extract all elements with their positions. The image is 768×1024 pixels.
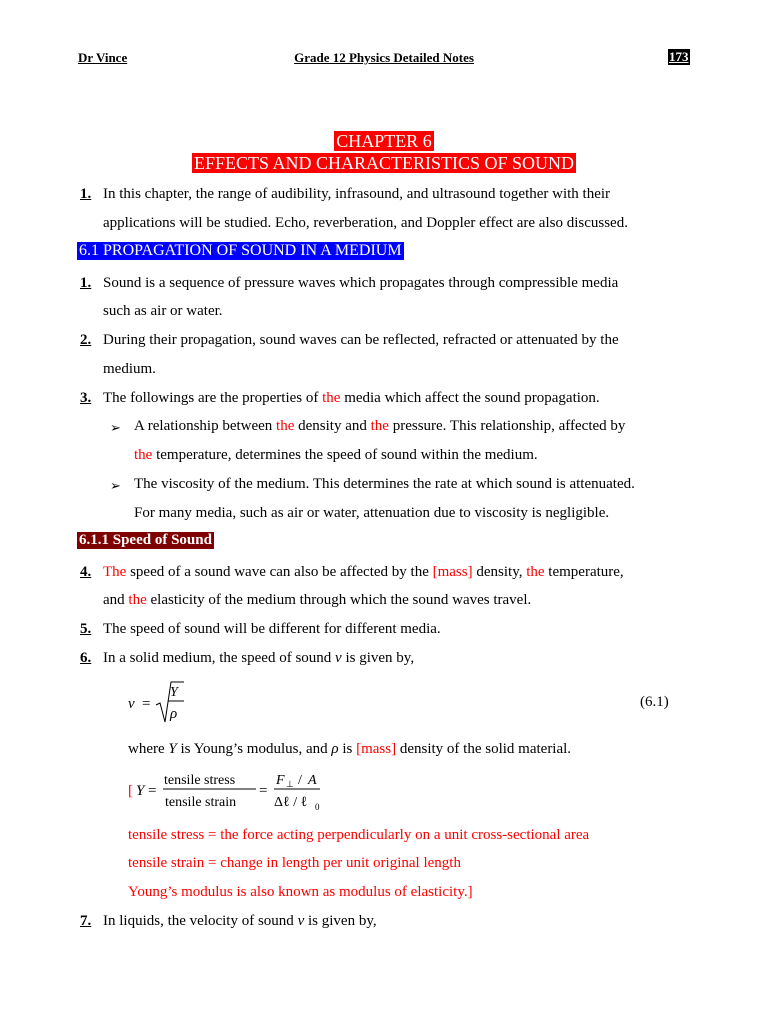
young-symbol: Y: [136, 783, 145, 799]
list-number: 2.: [80, 332, 92, 348]
paragraph-line: In liquids, the velocity of sound v is given by,: [103, 913, 377, 929]
stress-label: tensile stress: [164, 773, 236, 788]
eq-lhs: v: [128, 696, 135, 712]
length-change: Δℓ / ℓ: [274, 795, 308, 810]
list-number: 7.: [80, 913, 92, 929]
arrowhead-bullet-icon: ➢: [110, 420, 121, 435]
eq-equals: =: [142, 696, 151, 712]
paragraph-line: medium.: [103, 361, 156, 377]
arrowhead-bullet-icon: ➢: [110, 478, 121, 493]
zero-subscript: 0: [315, 802, 320, 812]
equation-number: (6.1): [640, 694, 669, 710]
youngs-modulus-formula: [124, 766, 334, 816]
paragraph-line: The speed of sound will be different for different media.: [103, 621, 441, 637]
page-number: 173: [669, 49, 689, 64]
list-number: 4.: [80, 564, 92, 580]
svg-text:/: /: [298, 773, 302, 788]
paragraph-line: Sound is a sequence of pressure waves which propagates through compressible media: [103, 275, 619, 291]
bullet-line: For many media, such as air or water, attenuation due to viscosity is negligible.: [134, 505, 610, 521]
paragraph-line: During their propagation, sound waves can be reflected, refracted or attenuated by the: [103, 332, 619, 348]
paragraph-line: where Y is Young’s modulus, and ρ is [mass] density of the solid material.: [128, 741, 572, 757]
header-title: Grade 12 Physics Detailed Notes: [294, 50, 474, 65]
subsection-heading: 6.1.1 Speed of Sound: [79, 532, 212, 548]
section-heading: 6.1 PROPAGATION OF SOUND IN A MEDIUM: [79, 242, 402, 259]
paragraph-line: and the elasticity of the medium through which the sound waves travel.: [103, 592, 532, 608]
chapter-title: EFFECTS AND CHARACTERISTICS OF SOUND: [193, 153, 575, 173]
strain-label: tensile strain: [165, 795, 237, 810]
chapter-number: CHAPTER 6: [336, 131, 432, 151]
header-author: Dr Vince: [78, 50, 128, 65]
svg-text:=: =: [148, 783, 157, 799]
bullet-line: The viscosity of the medium. This determines the rate at which sound is attenuated.: [134, 476, 635, 492]
list-number: 3.: [80, 390, 92, 406]
svg-text:=: =: [259, 783, 268, 799]
paragraph-line: In this chapter, the range of audibility, infrasound, and ultrasound together with their: [103, 186, 611, 202]
paragraph-line: applications will be studied. Echo, reverberation, and Doppler effect are also discussed.: [103, 215, 628, 231]
paragraph-line: such as air or water.: [103, 303, 223, 319]
definition-line: Young’s modulus is also known as modulus of elasticity.]: [128, 884, 473, 900]
area-symbol: A: [308, 773, 317, 788]
perp-subscript: ⊥: [286, 780, 294, 790]
definition-line: tensile stress = the force acting perpendicularly on a unit cross-sectional area: [128, 827, 590, 843]
open-bracket: [: [128, 783, 133, 799]
eq-denominator: ρ: [170, 706, 178, 722]
list-number: 6.: [80, 650, 92, 666]
force-symbol: F: [276, 773, 285, 788]
list-number: 1.: [80, 275, 92, 291]
definition-line: tensile strain = change in length per unit original length: [128, 855, 461, 871]
equation-6-1: [124, 678, 204, 728]
paragraph-line: In a solid medium, the speed of sound v is given by,: [103, 650, 415, 666]
paragraph-line: The speed of a sound wave can also be affected by the [mass] density, the temperature,: [103, 564, 624, 580]
bullet-line: the temperature, determines the speed of sound within the medium.: [134, 447, 538, 463]
bullet-line: A relationship between the density and the pressure. This relationship, affected by: [134, 418, 626, 434]
list-number: 5.: [80, 621, 92, 637]
eq-numerator: Y: [170, 685, 178, 700]
list-number: 1.: [80, 186, 92, 202]
paragraph-line: The followings are the properties of the media which affect the sound propagation.: [103, 390, 600, 406]
